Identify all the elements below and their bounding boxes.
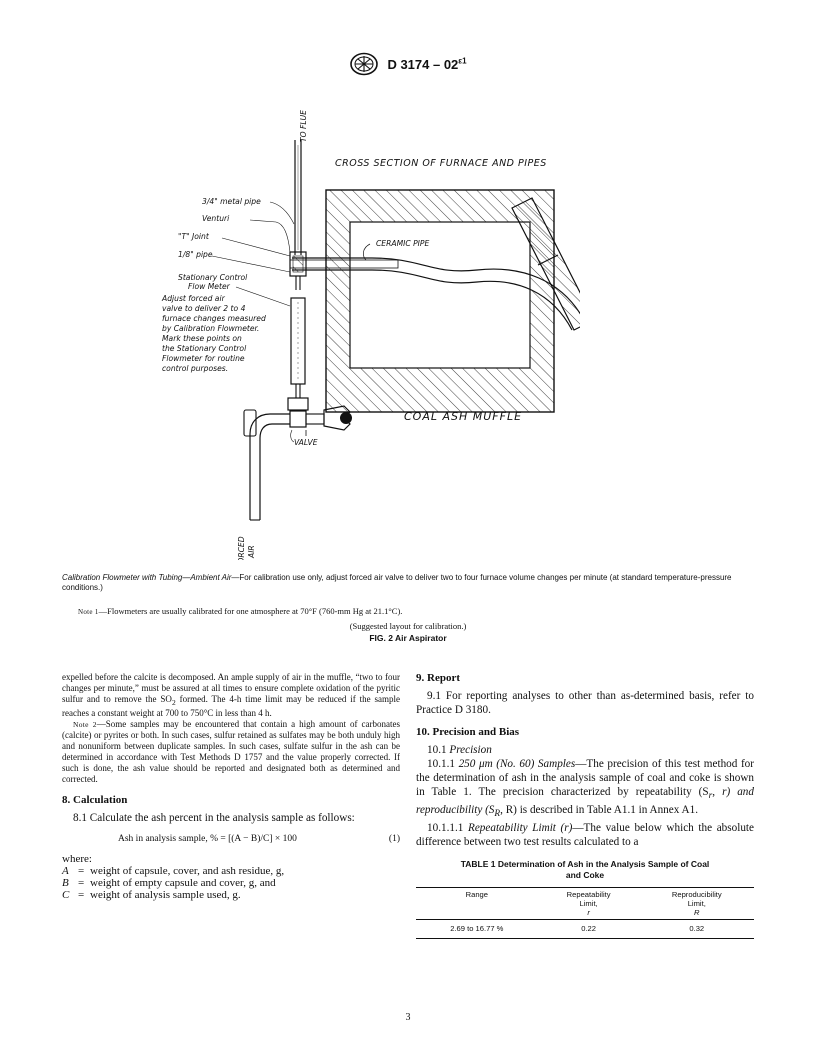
metal-pipe-label: 3/4" metal pipe xyxy=(202,197,261,206)
table-header-row xyxy=(416,888,754,920)
adjust-line-2: valve to deliver 2 to 4 xyxy=(162,304,246,313)
definition-c: C = weight of analysis sample used, g. xyxy=(62,888,241,901)
header-range: Range xyxy=(416,888,538,920)
section-9-1: 9.1 For reporting analyses to other than as-determined basis, refer to Practice D 3180. xyxy=(416,690,754,716)
adjust-line-4: by Calibration Flowmeter. xyxy=(162,324,260,333)
note-2: Note 2—Some samples may be encountered that contain a high amount of carbonates (calcite) or pyrites or both. In such cases, sulfur retained as sulfates may be both unduly high and nonuniform between duplicate samples. In such cases, sulfate sulfur in the ash can be determined in accordance with Test Methods D 1757 and the value properly corrected. If such is done, the ash value should be reported and designated both as determined and corrected. xyxy=(62,718,400,784)
section-10-1: 10.1 Precision xyxy=(427,744,492,756)
cell-range: 2.69 to 16.77 % xyxy=(416,920,538,939)
page-header xyxy=(0,52,816,76)
forced-air-pipe xyxy=(244,410,290,520)
section-10-1-1-1: 10.1.1.1 Repeatability Limit (r)—The value below which the absolute difference between two test results calculated to a xyxy=(416,822,754,849)
coal-ash-muffle-label: COAL ASH MUFFLE xyxy=(404,410,523,423)
header-reproducibility: Reproducibility Limit, R xyxy=(640,888,754,920)
valve-label: VALVE xyxy=(294,438,318,447)
table-row xyxy=(416,920,754,939)
adjust-line-1: Adjust forced air xyxy=(162,294,225,303)
adjust-line-6: the Stationary Control xyxy=(162,344,247,353)
table-1-title: TABLE 1 Determination of Ash in the Analysis Sample of Coal and Coke xyxy=(460,859,710,881)
cross-section-label: CROSS SECTION OF FURNACE AND PIPES xyxy=(335,158,547,169)
flue-pipe xyxy=(295,140,301,255)
forced-air-label-2: AIR xyxy=(247,545,256,558)
equation-1: Ash in analysis sample, % = [(A − B)/C] × 100 (1) xyxy=(118,833,400,844)
page-number: 3 xyxy=(405,1012,411,1023)
section-9-heading: 9. Report xyxy=(416,672,460,684)
eighth-pipe-label: 1/8" pipe xyxy=(178,250,213,259)
figure-caption: Calibration Flowmeter with Tubing—Ambient Air—For calibration use only, adjust forced air valve to deliver two to four furnace volume changes per minute (at standard temperature-pressure conditions.) xyxy=(62,573,732,592)
figure-suggested-layout: (Suggested layout for calibration.) xyxy=(349,621,467,631)
ceramic-pipe-label: CERAMIC PIPE xyxy=(376,239,430,248)
adjust-line-8: control purposes. xyxy=(162,364,229,373)
definition-a: A = weight of capsule, cover, and ash residue, g, xyxy=(62,864,285,877)
cell-repeatability: 0.22 xyxy=(538,920,640,939)
stationary-label-2: Flow Meter xyxy=(188,282,230,291)
t-joint-label: "T" Joint xyxy=(178,232,209,241)
left-column xyxy=(62,672,400,901)
adjust-line-5: Mark these points on xyxy=(162,334,242,343)
forced-air-label-1: FORCED xyxy=(237,536,246,560)
stationary-label-1: Stationary Control xyxy=(178,273,248,282)
definition-b: B = weight of empty capsule and cover, g, and xyxy=(62,876,276,889)
figure-note-1: Note 1—Flowmeters are usually calibrated for one atmosphere at 70°F (760-mm Hg at 21.1°C). xyxy=(78,606,403,616)
document-designation: D $3174 - 02^{\varepsilon 1}$ xyxy=(387,56,467,72)
stationary-flowmeter xyxy=(291,298,305,398)
figure-title: FIG. 2 Air Aspirator xyxy=(369,633,447,643)
astm-logo-icon xyxy=(349,52,379,76)
air-aspirator-figure xyxy=(140,80,580,560)
right-column xyxy=(416,672,754,939)
to-flue-label: TO FLUE xyxy=(299,110,308,142)
adjust-line-7: Flowmeter for routine xyxy=(162,354,245,363)
table-1 xyxy=(416,887,754,939)
section-10-heading: 10. Precision and Bias xyxy=(416,726,520,738)
adjust-line-3: furnace changes measured xyxy=(162,314,266,323)
section-10-1-1: 10.1.1 250 μm (No. 60) Samples—The precision of this test method for the determination of ash in the analysis sample of coal and coke is shown in Table 1. The precision characterized by repeatability ($S_r$, r) and reproducibility ($S_R$, R) is described in Table A1.1 in Annex A1. xyxy=(416,758,754,820)
paragraph-air-supply: expelled before the calcite is decomposed. An ample supply of air in the muffle, “two to four changes per minute,” must be assured at all times to ensure complete oxidation of the pyritic sulfur and to remove the $SO_2$ formed. The 4-h time limit may be reduced if the sample reaches a constant weight at 700 to 750°C in less than 4 h. xyxy=(62,672,400,718)
section-8-heading: 8. Calculation xyxy=(62,793,128,806)
header-repeatability: Repeatability Limit, r xyxy=(538,888,640,920)
where-label: where: xyxy=(62,852,92,865)
venturi-label: Venturi xyxy=(202,214,230,223)
cell-reproducibility: 0.32 xyxy=(640,920,754,939)
section-8-1: 8.1 Calculate the ash percent in the analysis sample as follows: xyxy=(73,811,355,824)
